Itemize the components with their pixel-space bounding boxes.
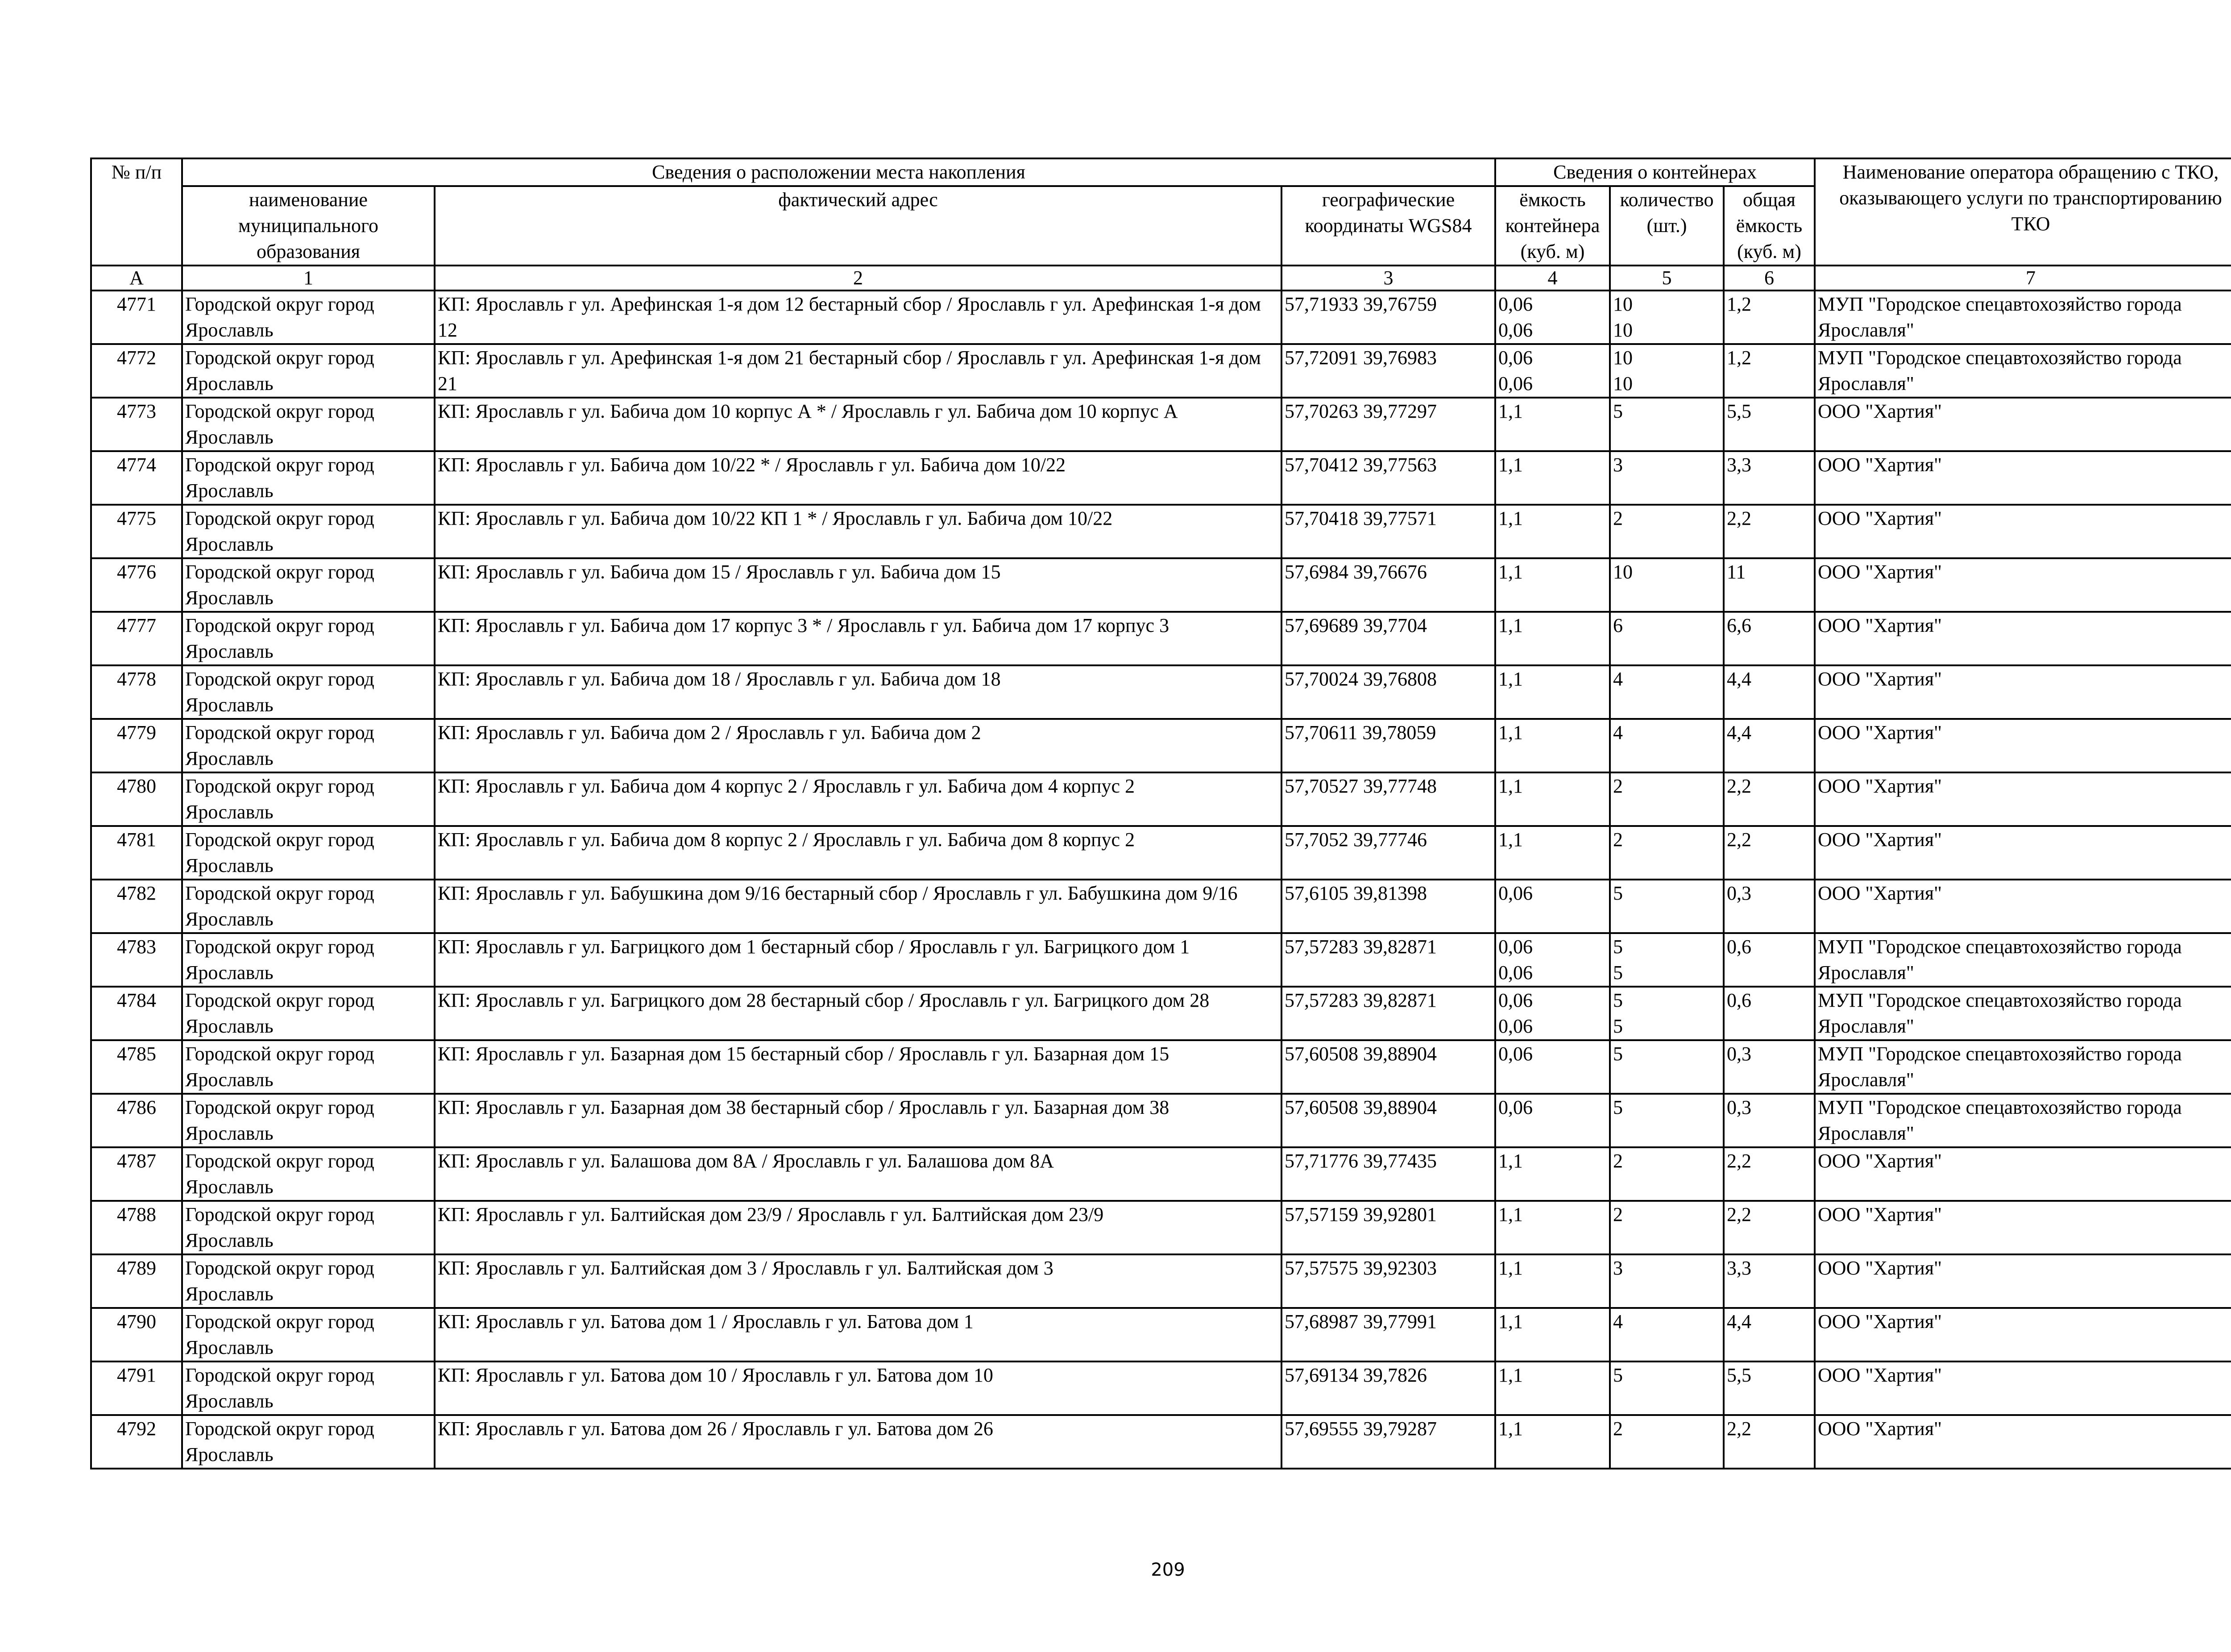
municipality-cell: Городской округ город Ярославль (182, 558, 435, 612)
operator-cell: МУП "Городское спецавтохозяйство города Ярославля" (1815, 1094, 2231, 1147)
municipality-cell: Городской округ город Ярославль (182, 987, 435, 1040)
address-cell: КП: Ярославль г ул. Бабича дом 18 / Ярославль г ул. Бабича дом 18 (435, 665, 1281, 719)
capacity-value: 1,1 (1498, 1418, 1523, 1440)
row-number-cell: 4780 (91, 772, 182, 826)
address-cell: КП: Ярославль г ул. Батова дом 1 / Ярославль г ул. Батова дом 1 (435, 1308, 1281, 1361)
total-capacity-cell: 3,3 (1724, 451, 1815, 505)
coordinates-cell: 57,57283 39,82871 (1281, 933, 1495, 987)
column-number: 1 (182, 266, 435, 291)
header-total-capacity: общая ёмкость (куб. м) (1724, 186, 1815, 266)
capacity-cell (1495, 1094, 1610, 1147)
quantity-value: 2 (1613, 829, 1623, 851)
total-capacity-cell: 6,6 (1724, 612, 1815, 665)
quantity-cell (1610, 451, 1724, 505)
quantity-value: 5 (1613, 989, 1623, 1011)
capacity-cell (1495, 772, 1610, 826)
capacity-value: 1,1 (1498, 561, 1523, 583)
quantity-cell (1610, 1415, 1724, 1469)
coordinates-cell: 57,7052 39,77746 (1281, 826, 1495, 880)
row-number-cell: 4772 (91, 344, 182, 398)
operator-cell: ООО "Хартия" (1815, 1361, 2231, 1415)
table-row (91, 719, 2231, 772)
row-number-cell: 4777 (91, 612, 182, 665)
row-number-cell: 4791 (91, 1361, 182, 1415)
quantity-cell (1610, 826, 1724, 880)
quantity-value: 10 (1613, 319, 1633, 341)
municipality-cell: Городской округ город Ярославль (182, 665, 435, 719)
coordinates-cell: 57,72091 39,76983 (1281, 344, 1495, 398)
municipality-cell: Городской округ город Ярославль (182, 719, 435, 772)
municipality-cell: Городской округ город Ярославль (182, 933, 435, 987)
quantity-value: 2 (1613, 507, 1623, 529)
municipality-cell: Городской округ город Ярославль (182, 880, 435, 933)
capacity-value: 0,06 (1498, 373, 1533, 394)
coordinates-cell: 57,60508 39,88904 (1281, 1040, 1495, 1094)
coordinates-cell: 57,70611 39,78059 (1281, 719, 1495, 772)
row-number-cell: 4779 (91, 719, 182, 772)
header-container-group: Сведения о контейнерах (1495, 158, 1815, 186)
row-number-cell: 4787 (91, 1147, 182, 1201)
quantity-cell (1610, 291, 1724, 344)
table-row (91, 1147, 2231, 1201)
coordinates-cell: 57,57283 39,82871 (1281, 987, 1495, 1040)
quantity-value: 3 (1613, 1257, 1623, 1279)
quantity-cell (1610, 772, 1724, 826)
table-row (91, 451, 2231, 505)
coordinates-cell: 57,6105 39,81398 (1281, 880, 1495, 933)
coordinates-cell: 57,57575 39,92303 (1281, 1254, 1495, 1308)
header-row-number: № п/п (91, 158, 182, 266)
capacity-cell (1495, 398, 1610, 451)
quantity-value: 4 (1613, 722, 1623, 743)
quantity-value: 5 (1613, 962, 1623, 984)
total-capacity-cell: 0,3 (1724, 1040, 1815, 1094)
operator-cell: ООО "Хартия" (1815, 505, 2231, 558)
table-row (91, 1361, 2231, 1415)
municipality-cell: Городской округ город Ярославль (182, 826, 435, 880)
quantity-cell (1610, 1201, 1724, 1254)
column-number: 3 (1281, 266, 1495, 291)
municipality-cell: Городской округ город Ярославль (182, 1415, 435, 1469)
page-number: 209 (1151, 1560, 1185, 1580)
total-capacity-cell: 2,2 (1724, 505, 1815, 558)
total-capacity-cell: 0,6 (1724, 987, 1815, 1040)
operator-cell: МУП "Городское спецавтохозяйство города Ярославля" (1815, 291, 2231, 344)
address-cell: КП: Ярославль г ул. Бабича дом 17 корпус 3 * / Ярославль г ул. Бабича дом 17 корпус 3 (435, 612, 1281, 665)
municipality-cell: Городской округ город Ярославль (182, 291, 435, 344)
total-capacity-cell: 2,2 (1724, 1201, 1815, 1254)
capacity-value: 0,06 (1498, 347, 1533, 369)
municipality-cell: Городской округ город Ярославль (182, 398, 435, 451)
total-capacity-cell: 2,2 (1724, 1415, 1815, 1469)
capacity-value: 1,1 (1498, 829, 1523, 851)
column-number: 7 (1815, 266, 2231, 291)
capacity-cell (1495, 987, 1610, 1040)
capacity-value: 1,1 (1498, 400, 1523, 422)
column-number: 5 (1610, 266, 1724, 291)
total-capacity-cell: 2,2 (1724, 1147, 1815, 1201)
operator-cell: МУП "Городское спецавтохозяйство города Ярославля" (1815, 1040, 2231, 1094)
row-number-cell: 4786 (91, 1094, 182, 1147)
capacity-cell (1495, 1361, 1610, 1415)
quantity-value: 5 (1613, 1043, 1623, 1065)
address-cell: КП: Ярославль г ул. Бабича дом 8 корпус 2 / Ярославль г ул. Бабича дом 8 корпус 2 (435, 826, 1281, 880)
row-number-cell: 4784 (91, 987, 182, 1040)
row-number-cell: 4781 (91, 826, 182, 880)
operator-cell: МУП "Городское спецавтохозяйство города Ярославля" (1815, 987, 2231, 1040)
capacity-cell (1495, 1308, 1610, 1361)
capacity-cell (1495, 1040, 1610, 1094)
quantity-cell (1610, 612, 1724, 665)
header-operator: Наименование оператора обращению с ТКО, оказывающего услуги по транспортированию ТКО (1815, 158, 2231, 266)
address-cell: КП: Ярославль г ул. Бабича дом 10/22 * / Ярославль г ул. Бабича дом 10/22 (435, 451, 1281, 505)
row-number-cell: 4775 (91, 505, 182, 558)
total-capacity-cell: 0,6 (1724, 933, 1815, 987)
capacity-cell (1495, 1147, 1610, 1201)
registry-table (90, 158, 2231, 1469)
quantity-cell (1610, 1147, 1724, 1201)
capacity-value: 0,06 (1498, 1015, 1533, 1037)
row-number-cell: 4776 (91, 558, 182, 612)
header-municipality: наименование муниципального образования (182, 186, 435, 266)
row-number-cell: 4773 (91, 398, 182, 451)
municipality-cell: Городской округ город Ярославль (182, 1201, 435, 1254)
municipality-cell: Городской округ город Ярославль (182, 1308, 435, 1361)
quantity-value: 10 (1613, 293, 1633, 315)
table-row (91, 291, 2231, 344)
quantity-value: 2 (1613, 1418, 1623, 1440)
capacity-value: 1,1 (1498, 507, 1523, 529)
coordinates-cell: 57,60508 39,88904 (1281, 1094, 1495, 1147)
capacity-value: 0,06 (1498, 989, 1533, 1011)
capacity-cell (1495, 612, 1610, 665)
row-number-cell: 4790 (91, 1308, 182, 1361)
table-row (91, 665, 2231, 719)
table-row (91, 398, 2231, 451)
table-row (91, 344, 2231, 398)
address-cell: КП: Ярославль г ул. Батова дом 10 / Ярославль г ул. Батова дом 10 (435, 1361, 1281, 1415)
quantity-value: 4 (1613, 1311, 1623, 1332)
address-cell: КП: Ярославль г ул. Бабича дом 2 / Ярославль г ул. Бабича дом 2 (435, 719, 1281, 772)
coordinates-cell: 57,70418 39,77571 (1281, 505, 1495, 558)
row-number-cell: 4785 (91, 1040, 182, 1094)
capacity-value: 0,06 (1498, 319, 1533, 341)
capacity-value: 1,1 (1498, 614, 1523, 636)
row-number-cell: 4782 (91, 880, 182, 933)
capacity-value: 1,1 (1498, 1204, 1523, 1225)
capacity-value: 1,1 (1498, 668, 1523, 690)
table-row (91, 612, 2231, 665)
coordinates-cell: 57,70412 39,77563 (1281, 451, 1495, 505)
quantity-cell (1610, 665, 1724, 719)
row-number-cell: 4792 (91, 1415, 182, 1469)
column-number: А (91, 266, 182, 291)
table-row (91, 1201, 2231, 1254)
municipality-cell: Городской округ город Ярославль (182, 1147, 435, 1201)
capacity-value: 0,06 (1498, 1096, 1533, 1118)
quantity-value: 5 (1613, 1096, 1623, 1118)
total-capacity-cell: 2,2 (1724, 826, 1815, 880)
quantity-value: 10 (1613, 561, 1633, 583)
operator-cell: ООО "Хартия" (1815, 665, 2231, 719)
header-capacity: ёмкость контейнера (куб. м) (1495, 186, 1610, 266)
quantity-value: 5 (1613, 1015, 1623, 1037)
capacity-value: 0,06 (1498, 882, 1533, 904)
coordinates-cell: 57,70527 39,77748 (1281, 772, 1495, 826)
capacity-cell (1495, 665, 1610, 719)
capacity-cell (1495, 505, 1610, 558)
operator-cell: ООО "Хартия" (1815, 1415, 2231, 1469)
table-row (91, 933, 2231, 987)
total-capacity-cell: 4,4 (1724, 665, 1815, 719)
table-row (91, 558, 2231, 612)
coordinates-cell: 57,68987 39,77991 (1281, 1308, 1495, 1361)
quantity-value: 5 (1613, 400, 1623, 422)
coordinates-cell: 57,69555 39,79287 (1281, 1415, 1495, 1469)
quantity-value: 2 (1613, 775, 1623, 797)
operator-cell: ООО "Хартия" (1815, 1147, 2231, 1201)
operator-cell: ООО "Хартия" (1815, 1308, 2231, 1361)
coordinates-cell: 57,69689 39,7704 (1281, 612, 1495, 665)
coordinates-cell: 57,69134 39,7826 (1281, 1361, 1495, 1415)
total-capacity-cell: 1,2 (1724, 344, 1815, 398)
row-number-cell: 4771 (91, 291, 182, 344)
capacity-cell (1495, 344, 1610, 398)
quantity-value: 10 (1613, 347, 1633, 369)
capacity-cell (1495, 933, 1610, 987)
operator-cell: ООО "Хартия" (1815, 451, 2231, 505)
address-cell: КП: Ярославль г ул. Бабича дом 10 корпус А * / Ярославль г ул. Бабича дом 10 корпус А (435, 398, 1281, 451)
address-cell: КП: Ярославль г ул. Балтийская дом 3 / Ярославль г ул. Балтийская дом 3 (435, 1254, 1281, 1308)
row-number-cell: 4778 (91, 665, 182, 719)
quantity-cell (1610, 987, 1724, 1040)
capacity-value: 0,06 (1498, 1043, 1533, 1065)
quantity-value: 5 (1613, 936, 1623, 958)
operator-cell: ООО "Хартия" (1815, 826, 2231, 880)
table-row (91, 987, 2231, 1040)
column-number: 4 (1495, 266, 1610, 291)
table-row (91, 505, 2231, 558)
quantity-cell (1610, 505, 1724, 558)
total-capacity-cell: 11 (1724, 558, 1815, 612)
capacity-value: 1,1 (1498, 1257, 1523, 1279)
table-row (91, 1094, 2231, 1147)
municipality-cell: Городской округ город Ярославль (182, 505, 435, 558)
operator-cell: ООО "Хартия" (1815, 558, 2231, 612)
operator-cell: ООО "Хартия" (1815, 1201, 2231, 1254)
capacity-cell (1495, 1254, 1610, 1308)
municipality-cell: Городской округ город Ярославль (182, 1361, 435, 1415)
quantity-value: 5 (1613, 1364, 1623, 1386)
quantity-cell (1610, 1308, 1724, 1361)
municipality-cell: Городской округ город Ярославль (182, 1254, 435, 1308)
operator-cell: МУП "Городское спецавтохозяйство города Ярославля" (1815, 933, 2231, 987)
row-number-cell: 4789 (91, 1254, 182, 1308)
capacity-value: 1,1 (1498, 1150, 1523, 1172)
capacity-value: 0,06 (1498, 936, 1533, 958)
row-number-cell: 4783 (91, 933, 182, 987)
capacity-value: 1,1 (1498, 775, 1523, 797)
column-number: 6 (1724, 266, 1815, 291)
quantity-cell (1610, 1040, 1724, 1094)
address-cell: КП: Ярославль г ул. Бабича дом 4 корпус 2 / Ярославль г ул. Бабича дом 4 корпус 2 (435, 772, 1281, 826)
header-coordinates: географические координаты WGS84 (1281, 186, 1495, 266)
quantity-value: 3 (1613, 454, 1623, 476)
operator-cell: ООО "Хартия" (1815, 772, 2231, 826)
municipality-cell: Городской округ город Ярославль (182, 451, 435, 505)
quantity-cell (1610, 398, 1724, 451)
coordinates-cell: 57,6984 39,76676 (1281, 558, 1495, 612)
municipality-cell: Городской округ город Ярославль (182, 344, 435, 398)
quantity-cell (1610, 1094, 1724, 1147)
table-row (91, 1308, 2231, 1361)
capacity-value: 1,1 (1498, 722, 1523, 743)
operator-cell: ООО "Хартия" (1815, 880, 2231, 933)
capacity-cell (1495, 880, 1610, 933)
coordinates-cell: 57,70263 39,77297 (1281, 398, 1495, 451)
column-number-row (91, 266, 2231, 291)
quantity-cell (1610, 1361, 1724, 1415)
total-capacity-cell: 0,3 (1724, 1094, 1815, 1147)
address-cell: КП: Ярославль г ул. Балтийская дом 23/9 / Ярославль г ул. Балтийская дом 23/9 (435, 1201, 1281, 1254)
municipality-cell: Городской округ город Ярославль (182, 1094, 435, 1147)
row-number-cell: 4788 (91, 1201, 182, 1254)
capacity-value: 0,06 (1498, 962, 1533, 984)
municipality-cell: Городской округ город Ярославль (182, 612, 435, 665)
operator-cell: ООО "Хартия" (1815, 398, 2231, 451)
header-location-group: Сведения о расположении места накопления (182, 158, 1495, 186)
table-row (91, 1254, 2231, 1308)
capacity-cell (1495, 451, 1610, 505)
quantity-value: 5 (1613, 882, 1623, 904)
coordinates-cell: 57,71776 39,77435 (1281, 1147, 1495, 1201)
address-cell: КП: Ярославль г ул. Базарная дом 15 бестарный сбор / Ярославль г ул. Базарная дом 15 (435, 1040, 1281, 1094)
quantity-value: 2 (1613, 1204, 1623, 1225)
quantity-cell (1610, 1254, 1724, 1308)
capacity-cell (1495, 1415, 1610, 1469)
table-row (91, 880, 2231, 933)
total-capacity-cell: 4,4 (1724, 1308, 1815, 1361)
address-cell: КП: Ярославль г ул. Балашова дом 8А / Ярославль г ул. Балашова дом 8А (435, 1147, 1281, 1201)
quantity-value: 10 (1613, 373, 1633, 394)
address-cell: КП: Ярославль г ул. Арефинская 1-я дом 12 бестарный сбор / Ярославль г ул. Арефинская 1-я дом 12 (435, 291, 1281, 344)
total-capacity-cell: 3,3 (1724, 1254, 1815, 1308)
capacity-value: 1,1 (1498, 454, 1523, 476)
table-row (91, 826, 2231, 880)
quantity-value: 6 (1613, 614, 1623, 636)
capacity-value: 0,06 (1498, 293, 1533, 315)
total-capacity-cell: 5,5 (1724, 1361, 1815, 1415)
capacity-value: 1,1 (1498, 1364, 1523, 1386)
capacity-cell (1495, 719, 1610, 772)
address-cell: КП: Ярославль г ул. Бабушкина дом 9/16 бестарный сбор / Ярославль г ул. Бабушкина дом 9/16 (435, 880, 1281, 933)
quantity-cell (1610, 344, 1724, 398)
address-cell: КП: Ярославль г ул. Багрицкого дом 1 бестарный сбор / Ярославль г ул. Багрицкого дом 1 (435, 933, 1281, 987)
column-number: 2 (435, 266, 1281, 291)
total-capacity-cell: 1,2 (1724, 291, 1815, 344)
table-row (91, 772, 2231, 826)
operator-cell: ООО "Хартия" (1815, 612, 2231, 665)
coordinates-cell: 57,57159 39,92801 (1281, 1201, 1495, 1254)
header-quantity: количество (шт.) (1610, 186, 1724, 266)
total-capacity-cell: 0,3 (1724, 880, 1815, 933)
address-cell: КП: Ярославль г ул. Бабича дом 15 / Ярославль г ул. Бабича дом 15 (435, 558, 1281, 612)
coordinates-cell: 57,71933 39,76759 (1281, 291, 1495, 344)
capacity-cell (1495, 1201, 1610, 1254)
table-row (91, 1040, 2231, 1094)
capacity-value: 1,1 (1498, 1311, 1523, 1332)
quantity-cell (1610, 880, 1724, 933)
total-capacity-cell: 5,5 (1724, 398, 1815, 451)
table-body (91, 291, 2231, 1469)
municipality-cell: Городской округ город Ярославль (182, 1040, 435, 1094)
capacity-cell (1495, 291, 1610, 344)
address-cell: КП: Ярославль г ул. Багрицкого дом 28 бестарный сбор / Ярославль г ул. Багрицкого дом 28 (435, 987, 1281, 1040)
quantity-cell (1610, 719, 1724, 772)
address-cell: КП: Ярославль г ул. Арефинская 1-я дом 21 бестарный сбор / Ярославль г ул. Арефинская 1-я дом 21 (435, 344, 1281, 398)
header-address: фактический адрес (435, 186, 1281, 266)
quantity-value: 4 (1613, 668, 1623, 690)
address-cell: КП: Ярославль г ул. Бабича дом 10/22 КП 1 * / Ярославль г ул. Бабича дом 10/22 (435, 505, 1281, 558)
quantity-cell (1610, 558, 1724, 612)
operator-cell: МУП "Городское спецавтохозяйство города Ярославля" (1815, 344, 2231, 398)
operator-cell: ООО "Хартия" (1815, 1254, 2231, 1308)
total-capacity-cell: 2,2 (1724, 772, 1815, 826)
total-capacity-cell: 4,4 (1724, 719, 1815, 772)
capacity-cell (1495, 826, 1610, 880)
table-row (91, 1415, 2231, 1469)
operator-cell: ООО "Хартия" (1815, 719, 2231, 772)
quantity-cell (1610, 933, 1724, 987)
municipality-cell: Городской округ город Ярославль (182, 772, 435, 826)
capacity-cell (1495, 558, 1610, 612)
row-number-cell: 4774 (91, 451, 182, 505)
address-cell: КП: Ярославль г ул. Базарная дом 38 бестарный сбор / Ярославль г ул. Базарная дом 38 (435, 1094, 1281, 1147)
address-cell: КП: Ярославль г ул. Батова дом 26 / Ярославль г ул. Батова дом 26 (435, 1415, 1281, 1469)
quantity-value: 2 (1613, 1150, 1623, 1172)
coordinates-cell: 57,70024 39,76808 (1281, 665, 1495, 719)
